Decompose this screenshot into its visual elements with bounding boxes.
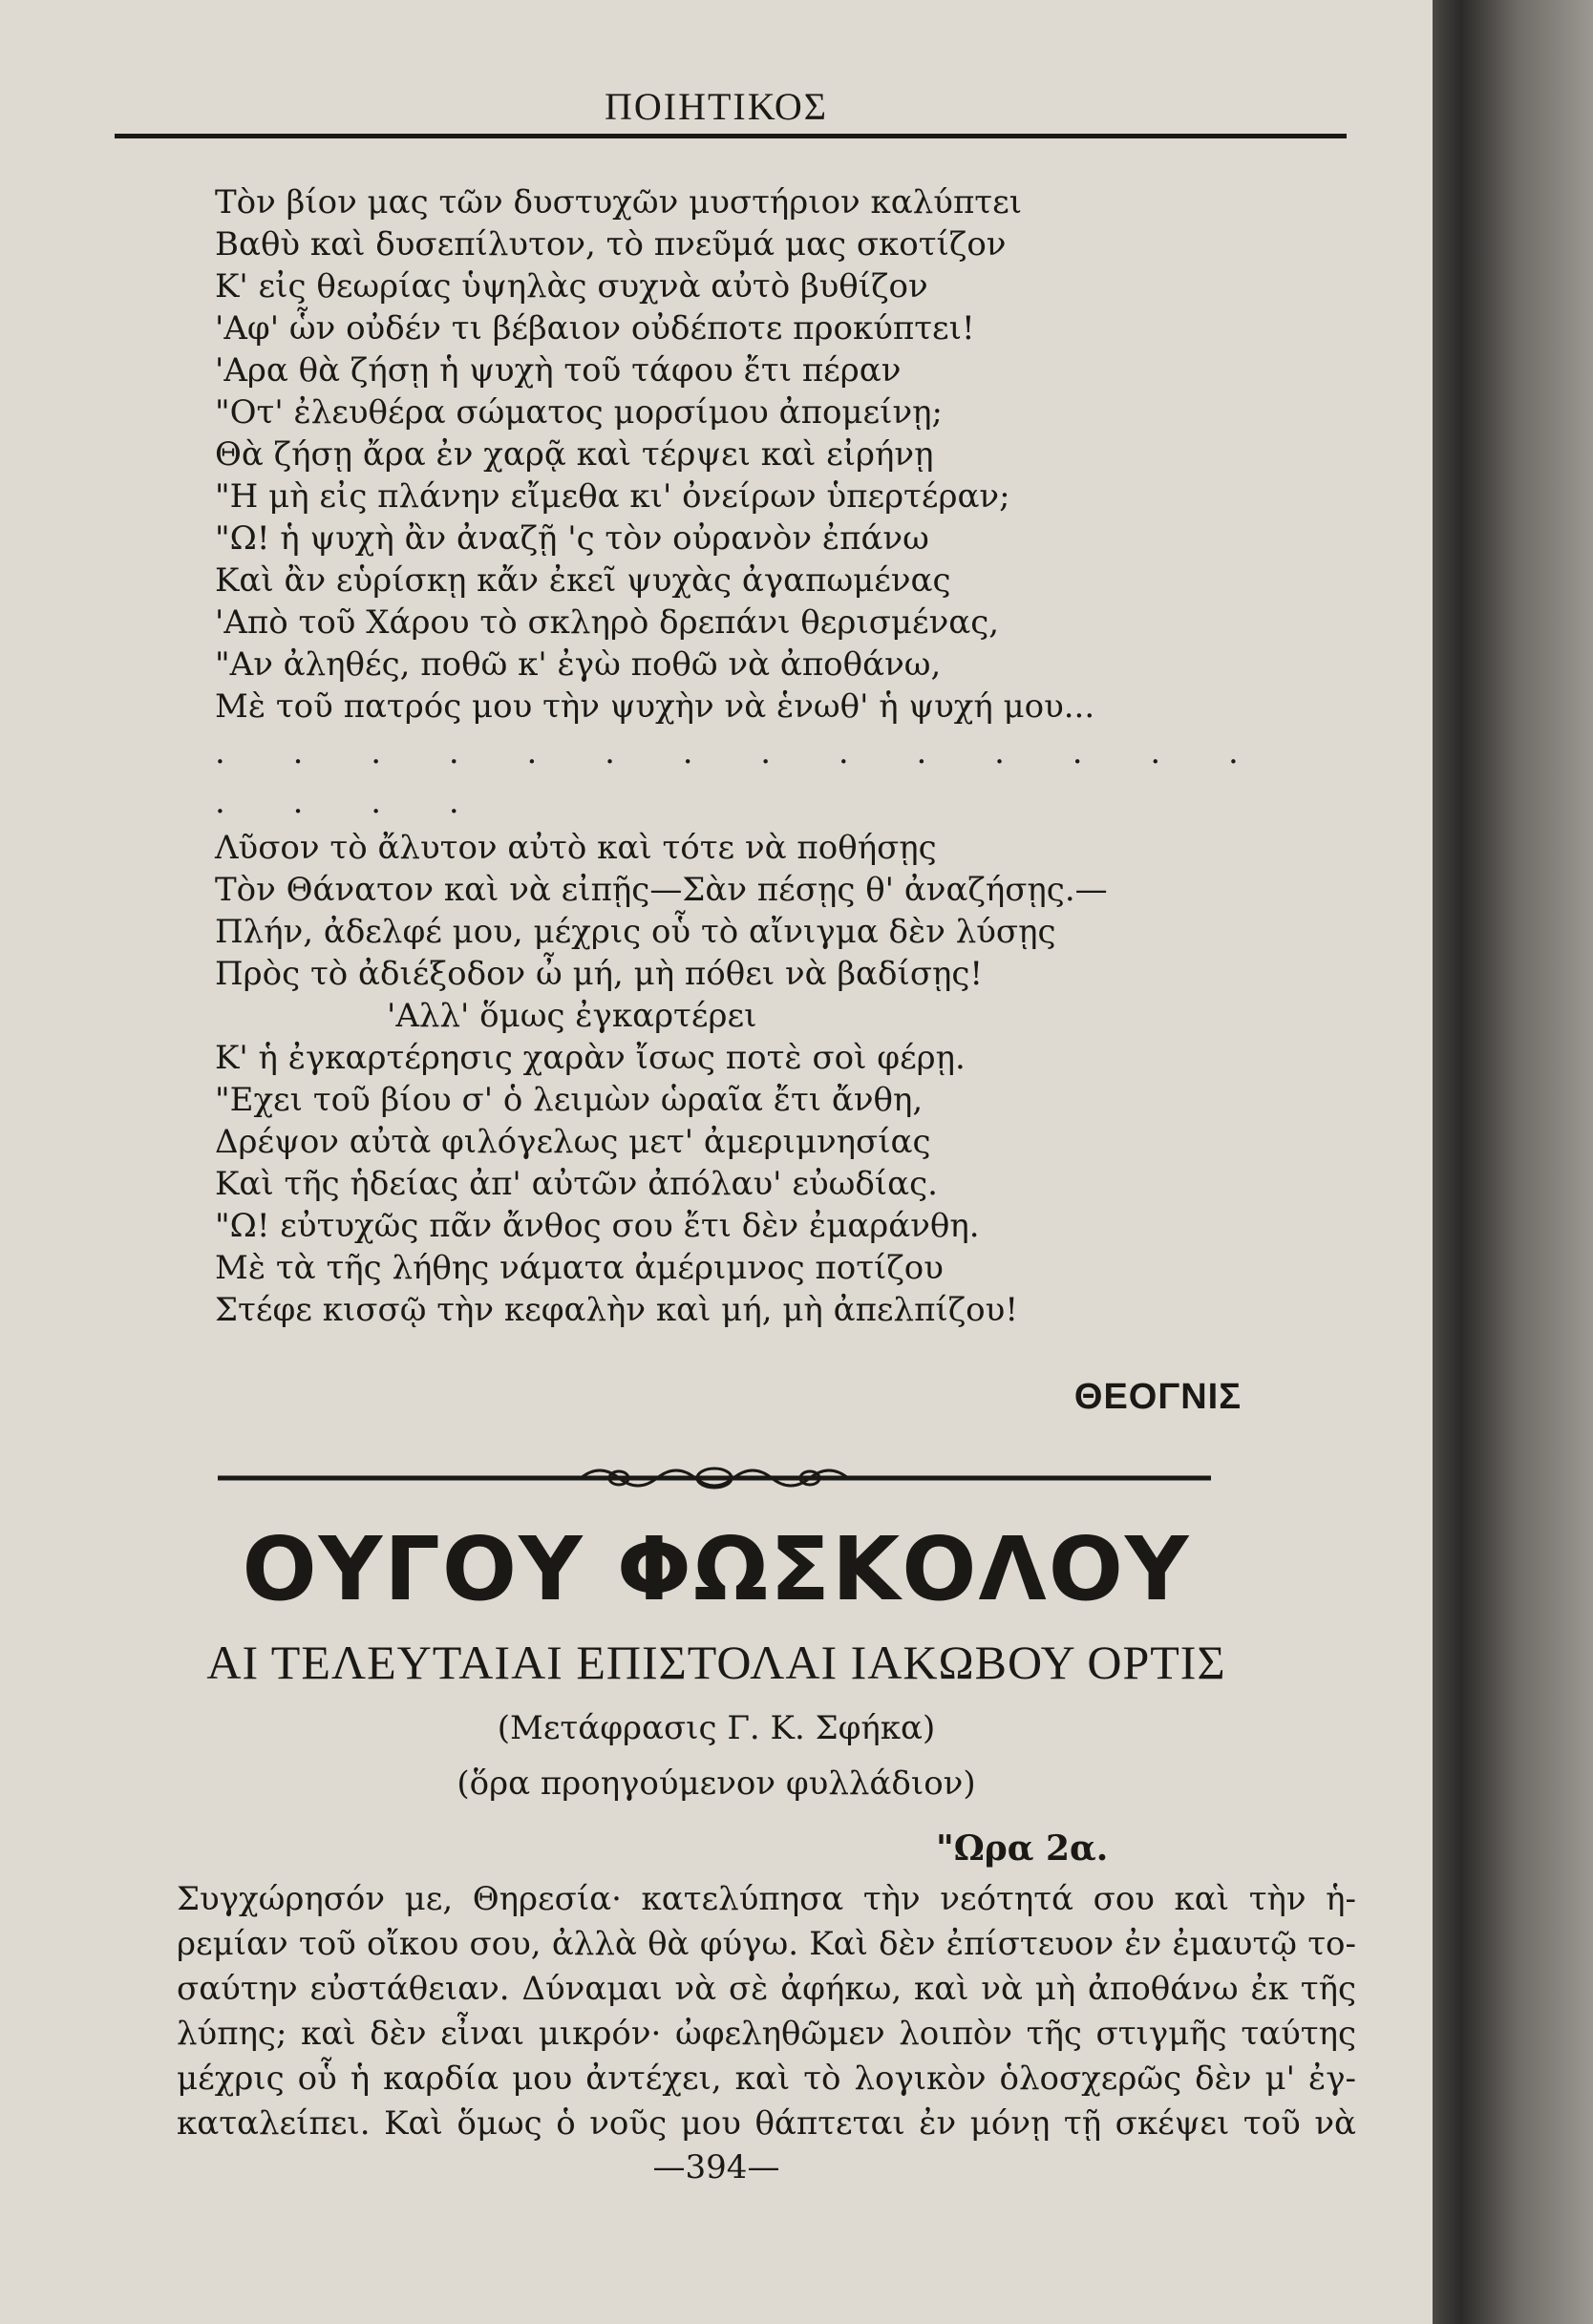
poem-line: "Ω! ἡ ψυχὴ ἂν ἀναζῇ 'ς τὸν οὐρανὸν ἐπάνω bbox=[215, 519, 929, 558]
poem-line: Στέφε κισσῷ τὴν κεφαλὴν καὶ μή, μὴ ἀπελπίζου! bbox=[215, 1291, 1018, 1329]
continuation-note: (ὅρα προηγούμενον φυλλάδιον) bbox=[457, 1764, 976, 1803]
section-time-marker: "Ωρα 2α. bbox=[936, 1828, 1109, 1869]
book-spine-shadow bbox=[1433, 0, 1593, 2324]
poem-line: Τὸν βίον μας τῶν δυστυχῶν μυστήριον καλύπτει bbox=[215, 183, 1023, 222]
poem-line: Δρέψον αὐτὰ φιλόγελως μετ' ἀμεριμνησίας bbox=[215, 1123, 931, 1161]
poem-line: Πρὸς τὸ ἀδιέξοδον ὦ μή, μὴ πόθει νὰ βαδίσῃς! bbox=[215, 955, 984, 993]
page-number: —394— bbox=[652, 2148, 780, 2187]
poem-line: 'Απὸ τοῦ Χάρου τὸ σκληρὸ δρεπάνι θερισμένας, bbox=[215, 603, 1000, 642]
poem-line: "Ω! εὐτυχῶς πᾶν ἄνθος σου ἔτι δὲν ἐμαράνθη. bbox=[215, 1207, 980, 1245]
poem-line: 'Αφ' ὧν οὐδέν τι βέβαιον οὐδέποτε προκύπτει! bbox=[215, 309, 975, 348]
poem-line: Μὲ τοῦ πατρός μου τὴν ψυχὴν νὰ ἑνωθ' ἡ ψυχή μου... bbox=[215, 687, 1095, 726]
ornamental-divider bbox=[218, 1461, 1211, 1495]
poem-line: Λῦσον τὸ ἄλυτον αὐτὸ καὶ τότε νὰ ποθήσῃς bbox=[215, 829, 937, 867]
poem bbox=[215, 181, 1342, 1331]
poem-line: Καὶ τῆς ἡδείας ἀπ' αὐτῶν ἀπόλαυ' εὐωδίας. bbox=[215, 1165, 938, 1203]
poem-line: "Αν ἀληθές, ποθῶ κ' ἐγὼ ποθῶ νὰ ἀποθάνω, bbox=[215, 645, 942, 684]
article-body bbox=[177, 1877, 1356, 2146]
poem-line: "Η μὴ εἰς πλάνην εἴμεθα κι' ὀνείρων ὑπερτέραν; bbox=[215, 477, 1010, 516]
header-rule bbox=[115, 134, 1347, 138]
translator-credit: (Μετάφρασις Γ. Κ. Σφήκα) bbox=[497, 1709, 936, 1747]
poem-signature: ΘΕΟΓΝΙΣ bbox=[1073, 1377, 1242, 1417]
prose-line: Συγχώρησόν με, Θηρεσία· κατελύπησα τὴν νεότητά σου καὶ τὴν ἡ- bbox=[177, 1880, 1356, 1918]
prose-line: λύπης; καὶ δὲν εἶναι μικρόν· ὠφεληθῶμεν λοιπὸν τῆς στιγμῆς ταύτης bbox=[177, 2015, 1356, 2053]
poem-line: Κ' ἡ ἐγκαρτέρησις χαρὰν ἴσως ποτὲ σοὶ φέρῃ. bbox=[215, 1039, 966, 1077]
poem-line: Θὰ ζήσῃ ἄρα ἐν χαρᾷ καὶ τέρψει καὶ εἰρήνῃ bbox=[215, 435, 934, 474]
prose-line: καταλείπει. Καὶ ὅμως ὁ νοῦς μου θάπτεται ἐν μόνῃ τῇ σκέψει τοῦ νὰ bbox=[177, 2104, 1356, 2143]
poem-line: "Οτ' ἐλευθέρα σώματος μορσίμου ἀπομείνῃ; bbox=[215, 393, 943, 432]
prose-line: ρεμίαν τοῦ οἴκου σου, ἀλλὰ θὰ φύγω. Καὶ δὲν ἐπίστευον ἐν ἐμαυτῷ το- bbox=[177, 1925, 1356, 1963]
poem-line: 'Αλλ' ὅμως ἐγκαρτέρει bbox=[387, 997, 757, 1035]
poem-ellipsis: . . . . . . . . . . . . . . . . . . bbox=[215, 733, 1267, 821]
poem-line: Βαθὺ καὶ δυσεπίλυτον, τὸ πνεῦμά μας σκοτίζον bbox=[215, 225, 1007, 264]
poem-line: Τὸν Θάνατον καὶ νὰ εἰπῇς—Σὰν πέσῃς θ' ἀναζήσῃς.— bbox=[215, 871, 1108, 909]
poem-line: Μὲ τὰ τῆς λήθης νάματα ἀμέριμνος ποτίζου bbox=[215, 1249, 944, 1287]
prose-line: σαύτην εὐστάθειαν. Δύναμαι νὰ σὲ ἀφήκω, καὶ νὰ μὴ ἀποθάνω ἐκ τῆς bbox=[177, 1970, 1356, 2008]
poem-line: "Εχει τοῦ βίου σ' ὁ λειμὼν ὡραῖα ἔτι ἄνθη, bbox=[215, 1081, 924, 1119]
poem-line: Καὶ ἂν εὑρίσκῃ κἄν ἐκεῖ ψυχὰς ἀγαπωμένας bbox=[215, 561, 951, 600]
prose-line: μέχρις οὗ ἡ καρδία μου ἀντέχει, καὶ τὸ λογικὸν ὁλοσχερῶς δὲν μ' ἐγ- bbox=[177, 2060, 1356, 2098]
article-title: ΑΙ ΤΕΛΕΥΤΑΙΑΙ ΕΠΙΣΤΟΛΑΙ ΙΑΚΩΒΟΥ ΟΡΤΙΣ bbox=[206, 1636, 1226, 1689]
poem-line: Κ' εἰς θεωρίας ὑψηλὰς συχνὰ αὐτὸ βυθίζον bbox=[215, 267, 928, 306]
article-author: ΟΥΓΟΥ ΦΩΣΚΟΛΟΥ bbox=[242, 1518, 1191, 1620]
poem-line: Πλήν, ἀδελφέ μου, μέχρις οὗ τὸ αἴνιγμα δὲν λύσῃς bbox=[215, 913, 1056, 951]
poem-line: 'Αρα θὰ ζήσῃ ἡ ψυχὴ τοῦ τάφου ἔτι πέραν bbox=[215, 351, 902, 390]
running-head: ΠΟΙΗΤΙΚΟΣ bbox=[604, 85, 829, 128]
